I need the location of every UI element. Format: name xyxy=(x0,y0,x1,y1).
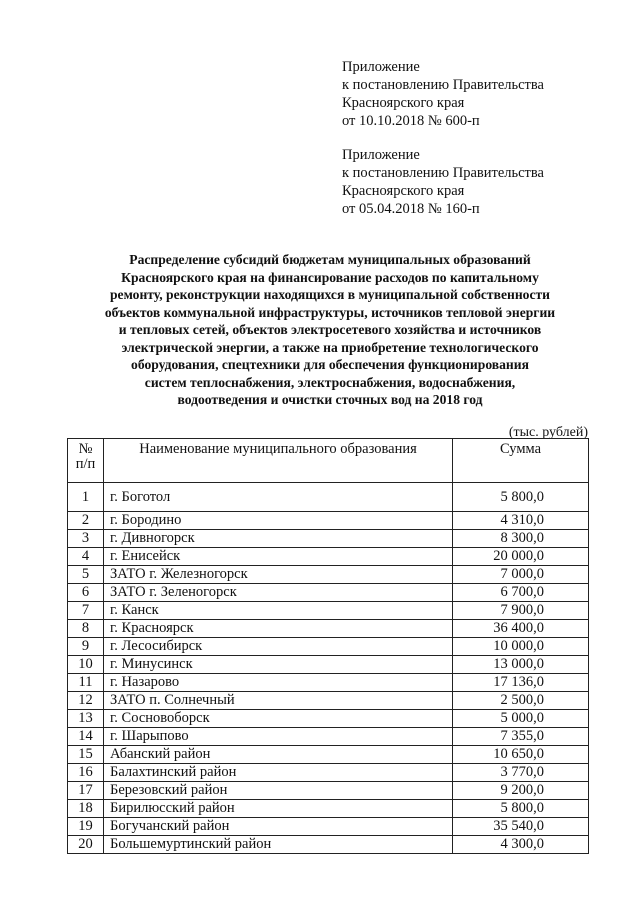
appendix-block-original xyxy=(342,146,622,218)
row-number: 13 xyxy=(68,710,104,728)
title-line: Красноярского края на финансирование расходов по капитальному xyxy=(121,269,539,285)
header-sum: Сумма xyxy=(453,439,589,483)
row-municipality: г. Шарыпово xyxy=(104,728,453,746)
row-number: 16 xyxy=(68,764,104,782)
table-row xyxy=(68,530,589,548)
row-sum: 8 300,0 xyxy=(453,530,589,548)
row-number: 15 xyxy=(68,746,104,764)
row-sum: 5 800,0 xyxy=(453,800,589,818)
row-sum: 36 400,0 xyxy=(453,620,589,638)
row-sum: 7 000,0 xyxy=(453,566,589,584)
table-row xyxy=(68,782,589,800)
table-row xyxy=(68,746,589,764)
row-number: 9 xyxy=(68,638,104,656)
row-municipality: г. Назарово xyxy=(104,674,453,692)
table-row xyxy=(68,638,589,656)
table-row xyxy=(68,584,589,602)
appendix-region: Красноярского края xyxy=(342,95,465,111)
title-line: электрической энергии, а также на приобретение технологического xyxy=(121,339,539,355)
row-sum: 5 000,0 xyxy=(453,710,589,728)
row-sum: 13 000,0 xyxy=(453,656,589,674)
row-municipality: ЗАТО г. Железногорск xyxy=(104,566,453,584)
table-row xyxy=(68,620,589,638)
row-sum: 10 650,0 xyxy=(453,746,589,764)
row-number: 7 xyxy=(68,602,104,620)
row-number: 6 xyxy=(68,584,104,602)
row-number: 8 xyxy=(68,620,104,638)
table-row xyxy=(68,483,589,512)
row-sum: 9 200,0 xyxy=(453,782,589,800)
row-municipality: г. Красноярск xyxy=(104,620,453,638)
row-sum: 6 700,0 xyxy=(453,584,589,602)
row-number: 19 xyxy=(68,818,104,836)
table-row xyxy=(68,800,589,818)
row-municipality: г. Енисейск xyxy=(104,548,453,566)
header-number-sign: № xyxy=(78,441,93,457)
row-municipality: г. Лесосибирск xyxy=(104,638,453,656)
table-row xyxy=(68,764,589,782)
row-municipality: Бирилюсский район xyxy=(104,800,453,818)
unit-label: (тыс. рублей) xyxy=(508,425,588,440)
row-number: 12 xyxy=(68,692,104,710)
appendix-label: Приложение xyxy=(342,147,420,163)
row-number: 18 xyxy=(68,800,104,818)
row-number: 11 xyxy=(68,674,104,692)
subsidy-table xyxy=(67,438,589,854)
row-sum: 2 500,0 xyxy=(453,692,589,710)
row-sum: 7 355,0 xyxy=(453,728,589,746)
table-row xyxy=(68,692,589,710)
title-line: систем теплоснабжения, электроснабжения, водоснабжения, xyxy=(144,374,516,390)
row-municipality: Богучанский район xyxy=(104,818,453,836)
table-row xyxy=(68,566,589,584)
row-municipality: г. Боготол xyxy=(104,483,453,512)
row-municipality: Большемуртинский район xyxy=(104,836,453,854)
table-row xyxy=(68,728,589,746)
title-line: ремонту, реконструкции находящихся в муниципальной собственности xyxy=(109,287,550,302)
row-sum: 4 300,0 xyxy=(453,836,589,854)
row-sum: 35 540,0 xyxy=(453,818,589,836)
row-sum: 7 900,0 xyxy=(453,602,589,620)
row-municipality: Березовский район xyxy=(104,782,453,800)
appendix-resolution: к постановлению Правительства xyxy=(342,77,544,93)
table-row xyxy=(68,818,589,836)
table-row xyxy=(68,710,589,728)
appendix-block-current xyxy=(342,58,622,130)
table-row xyxy=(68,602,589,620)
appendix-date-number: от 05.04.2018 № 160-п xyxy=(342,201,480,217)
row-municipality: Абанский район xyxy=(104,746,453,764)
table-row xyxy=(68,548,589,566)
row-municipality: Балахтинский район xyxy=(104,764,453,782)
title-line: Распределение субсидий бюджетам муниципальных образований xyxy=(129,252,531,267)
row-number: 2 xyxy=(68,512,104,530)
row-municipality: ЗАТО п. Солнечный xyxy=(104,692,453,710)
header-number-abbrev: п/п xyxy=(75,456,96,472)
row-municipality: г. Бородино xyxy=(104,512,453,530)
row-number: 10 xyxy=(68,656,104,674)
table-header-row xyxy=(68,439,589,483)
title-line: оборудования, спецтехники для обеспечения функционирования xyxy=(131,357,529,372)
row-number: 3 xyxy=(68,530,104,548)
appendix-date-number: от 10.10.2018 № 600-п xyxy=(342,113,480,129)
row-number: 5 xyxy=(68,566,104,584)
table-row xyxy=(68,656,589,674)
header-name: Наименование муниципального образования xyxy=(104,439,453,483)
row-municipality: г. Канск xyxy=(104,602,453,620)
appendix-region: Красноярского края xyxy=(342,183,465,199)
title-line: и тепловых сетей, объектов электросетевого хозяйства и источников xyxy=(118,322,542,337)
row-sum: 5 800,0 xyxy=(453,483,589,512)
row-number: 1 xyxy=(68,483,104,512)
row-number: 20 xyxy=(68,836,104,854)
row-number: 17 xyxy=(68,782,104,800)
header-number xyxy=(68,439,104,483)
row-sum: 4 310,0 xyxy=(453,512,589,530)
document-title xyxy=(70,251,590,409)
appendix-label: Приложение xyxy=(342,59,420,75)
row-number: 4 xyxy=(68,548,104,566)
title-line: водоотведения и очистки сточных вод на 2018 год xyxy=(177,392,483,407)
row-sum: 17 136,0 xyxy=(453,674,589,692)
row-municipality: г. Минусинск xyxy=(104,656,453,674)
title-line: объектов коммунальной инфраструктуры, источников тепловой энергии xyxy=(104,304,556,320)
appendix-resolution: к постановлению Правительства xyxy=(342,165,544,181)
row-municipality: г. Сосновоборск xyxy=(104,710,453,728)
row-municipality: г. Дивногорск xyxy=(104,530,453,548)
row-sum: 10 000,0 xyxy=(453,638,589,656)
row-municipality: ЗАТО г. Зеленогорск xyxy=(104,584,453,602)
row-sum: 20 000,0 xyxy=(453,548,589,566)
row-number: 14 xyxy=(68,728,104,746)
row-sum: 3 770,0 xyxy=(453,764,589,782)
table-row xyxy=(68,836,589,854)
table-row xyxy=(68,674,589,692)
table-row xyxy=(68,512,589,530)
